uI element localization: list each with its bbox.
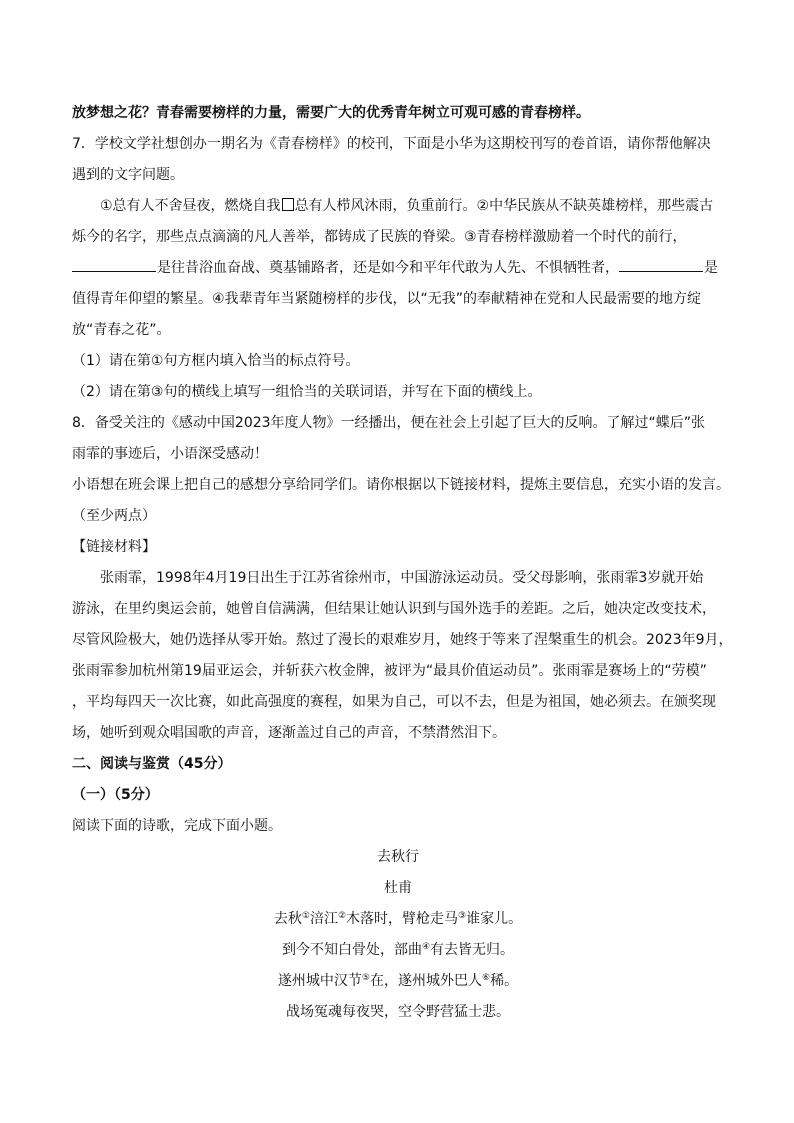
- q8-prompt-line3: 小语想在班会课上把自己的感想分享给同学们。请你根据以下链接材料，提炼主要信息，充实小语的发言。: [72, 477, 730, 493]
- material-line5: ，平均每四天一次比赛，如此高强度的赛程，如果为自己，可以不去，但是为祖国，她必须去。在颁奖现: [72, 694, 716, 710]
- footnote-marker: ③: [458, 911, 467, 921]
- material-line6: 场，她听到观众唱国歌的声音，逐渐盖过自己的声音，不禁潸然泪下。: [72, 725, 506, 741]
- poem-text: 到今不知白骨处，部曲: [281, 942, 422, 958]
- intro-tail-text: 放梦想之花？青春需要榜样的力量，需要广大的优秀青年树立可观可感的青春榜样。: [72, 105, 590, 121]
- footnote-marker: ⑤: [361, 973, 370, 983]
- q7-subquestion-1: （1）请在第①句方框内填入恰当的标点符号。: [72, 353, 360, 369]
- answer-blank-1[interactable]: [72, 257, 156, 272]
- reading-instruction: 阅读下面的诗歌，完成下面小题。: [72, 818, 282, 834]
- punctuation-box[interactable]: [282, 198, 294, 211]
- poem-text: 遂州城中汉节: [277, 973, 362, 989]
- q7-passage-line3: [72, 253, 724, 284]
- q8-prompt-line1: 8．备受关注的《感动中国2023年度人物》一经播出，便在社会上引起了巨大的反响。了解过“蝶后”张: [72, 415, 706, 431]
- material-title: 【链接材料】: [72, 539, 156, 555]
- q8-prompt-line2: 雨霏的事迹后，小语深受感动！: [72, 446, 268, 462]
- footnote-marker: ④: [421, 942, 431, 952]
- footnote-marker: ⑥: [482, 973, 491, 983]
- footnote-marker: ②: [337, 911, 347, 921]
- q7-subquestion-2: （2）请在第③句的横线上填写一组恰当的关联词语，并写在下面的横线上。: [72, 384, 542, 400]
- material-line1: 张雨霏，1998年4月19日出生于江苏省徐州市，中国游泳运动员。受父母影响，张雨霏3岁就开始: [100, 570, 704, 586]
- material-line2: 游泳，在里约奥运会前，她曾自信满满，但结果让她认识到与国外选手的差距。之后，她决定改变技术，: [72, 601, 716, 617]
- q7-prompt-line2: 遇到的文字问题。: [72, 167, 184, 183]
- material-line3: 尽管风险极大，她仍选择从零开始。熬过了漫长的艰难岁月，她终于等来了涅槃重生的机会。2023年9月，: [72, 632, 733, 648]
- poem-author: 杜甫: [384, 880, 412, 896]
- q7-passage-part-a: ①总有人不舍昼夜，燃烧自我: [100, 198, 281, 214]
- poem-line2: [72, 935, 724, 966]
- poem-text: 有去皆无归。: [430, 942, 515, 958]
- answer-blank-2[interactable]: [619, 257, 703, 272]
- q7-passage-line2: 烁今的名字，那些点点滴滴的凡人善举，都铸成了民族的脊梁。③青春榜样激励着一个时代的前行，: [72, 229, 687, 245]
- poem-line1: [72, 904, 724, 935]
- q7-passage-line5: 放“青春之花”。: [72, 322, 171, 338]
- q7-passage-line4: 值得青年仰望的繁星。④我辈青年当紧随榜样的步伐，以“无我”的奉献精神在党和人民最需要的地方绽: [72, 291, 702, 307]
- poem-text: 谁家儿。: [466, 911, 523, 927]
- poem-text: 稀。: [490, 973, 519, 989]
- q8-prompt-line4: （至少两点）: [72, 508, 156, 524]
- q7-passage-part-b: 总有人栉风沐雨，负重前行。②中华民族从不缺英雄榜样，那些震古: [294, 198, 714, 214]
- poem-line3: [72, 966, 724, 997]
- q7-passage-part-d: 是: [704, 260, 718, 276]
- document-page: [72, 98, 733, 1028]
- q7-passage-part-c: 是往昔浴血奋战、奠基铺路者，还是如今和平年代敢为人先、不惧牺牲者，: [157, 260, 619, 276]
- poem-line4: 战场冤魂每夜哭，空令野营猛士悲。: [286, 1004, 510, 1020]
- material-line4: 张雨霏参加杭州第19届亚运会，并斩获六枚金牌，被评为“最具价值运动员”。张雨霏是赛场上的“劳模”: [72, 663, 707, 679]
- poem-text: 在，遂州城外巴人: [370, 973, 482, 989]
- poem: [72, 842, 724, 1028]
- q7-passage-line1: [72, 191, 724, 222]
- section-part-heading: （一）（5分）: [72, 787, 159, 803]
- section-heading: 二、阅读与鉴赏（45分）: [72, 756, 232, 772]
- poem-text: 去秋: [273, 911, 302, 927]
- q7-prompt-line1: 7．学校文学社想创办一期名为《青春榜样》的校刊，下面是小华为这期校刊写的卷首语，请你帮他解决: [72, 136, 711, 152]
- poem-title: 去秋行: [377, 849, 419, 865]
- poem-text: 木落时，臂枪走马: [346, 911, 459, 927]
- poem-text: 涪江: [309, 911, 338, 927]
- footnote-marker: ①: [301, 911, 310, 921]
